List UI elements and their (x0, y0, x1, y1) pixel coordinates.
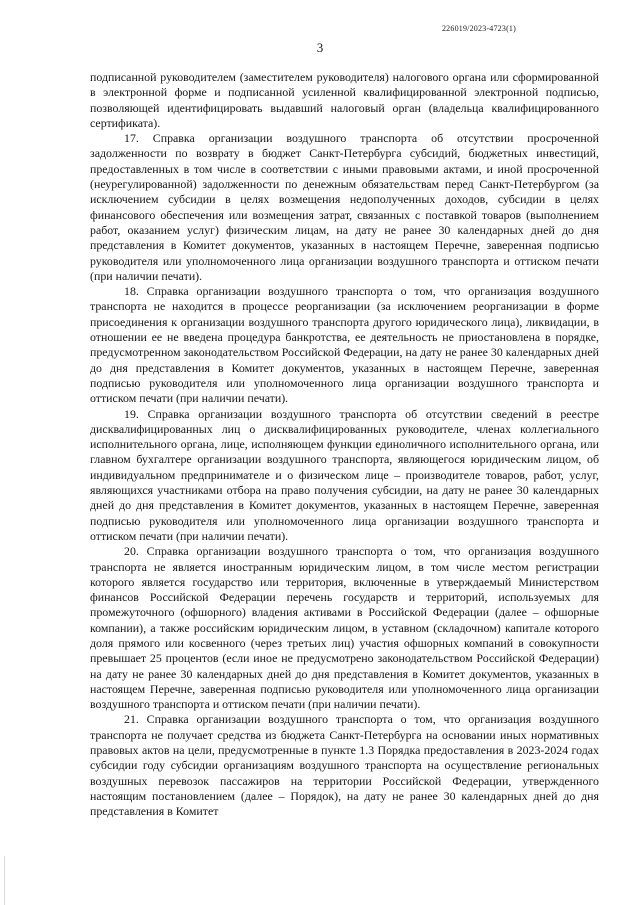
document-registration-number: 226019/2023-4723(1) (441, 24, 516, 33)
paragraph-item-20: 20. Справка организации воздушного транспорта о том, что организация воздушного транспорта не является иностранным юридическим лицом, в том числе местом регистрации которого является государство или территория, включенные в утверждаемый Министерством финансов Российской Федерации перечень государств и территорий, используемых для промежуточного (офшорного) владения активами в Российской Федерации (далее – офшорные компании), а также российским юридическим лицом, в уставном (складочном) капитале которого доля прямого или косвенного (через третьих лиц) участия офшорных компаний в совокупности превышает 25 процентов (если иное не предусмотрено законодательством Российской Федерации) на дату не ранее 30 календарных дней до дня представления в Комитет документов, указанных в настоящем Перечне, заверенная подписью руководителя или уполномоченного лица организации воздушного транспорта и оттиском печати (при наличии печати). (90, 544, 599, 712)
paragraph-item-18: 18. Справка организации воздушного транспорта о том, что организация воздушного транспорта не находится в процессе реорганизации (за исключением реорганизации в форме присоединения к организации воздушного транспорта другого юридического лица), ликвидации, в отношении ее не введена процедура банкротства, ее деятельность не приостановлена в порядке, предусмотренном законодательством Российской Федерации, на дату не ранее 30 календарных дней до дня представления в Комитет документов, указанных в настоящем Перечне, заверенная подписью руководителя или уполномоченного лица организации воздушного транспорта и оттиском печати (при наличии печати). (90, 284, 599, 406)
scan-edge-mark (4, 856, 15, 905)
document-body (90, 70, 599, 820)
paragraph-item-19: 19. Справка организации воздушного транспорта об отсутствии сведений в реестре дисквалифицированных лиц о дисквалифицированных руководителе, членах коллегиального исполнительного органа, лице, исполняющем функции единоличного исполнительного органа, или главном бухгалтере организации воздушного транспорта, являющегося юридическим лицом, об индивидуальном предпринимателе и о физическом лице – производителе товаров, работ, услуг, являющихся участниками отбора на право получения субсидии, на дату не ранее 30 календарных дней до дня представления в Комитет документов, указанных в настоящем Перечне, заверенная подписью руководителя или уполномоченного лица организации воздушного транспорта и оттиском печати (при наличии печати). (90, 406, 599, 543)
page-number: 3 (316, 40, 324, 55)
paragraph-item-21: 21. Справка организации воздушного транспорта о том, что организация воздушного транспорта не получает средства из бюджета Санкт-Петербурга на основании иных нормативных правовых актов на цели, предусмотренные в пункте 1.3 Порядка предоставления в 2023-2024 годах субсидии году субсидии организациям воздушного транспорта на осуществление региональных воздушных перевозок пассажиров на территории Российской Федерации, утвержденного настоящим постановлением (далее – Порядок), на дату не ранее 30 календарных дней до дня представления в Комитет (90, 712, 599, 819)
paragraph-item-17: 17. Справка организации воздушного транспорта об отсутствии просроченной задолженности по возврату в бюджет Санкт-Петербурга субсидий, бюджетных инвестиций, предоставленных в том числе в соответствии с иными правовыми актами, и иной просроченной (неурегулированной) задолженности по денежным обязательствам перед Санкт-Петербургом (за исключением субсидии в целях возмещения недополученных доходов, субсидии в целях финансового обеспечения или возмещения затрат, связанных с поставкой товаров (выполнением работ, оказанием услуг) физическим лицам, на дату не ранее 30 календарных дней до дня представления в Комитет документов, указанных в настоящем Перечне, заверенная подписью руководителя или уполномоченного лица организации воздушного транспорта и оттиском печати (при наличии печати). (90, 131, 599, 283)
paragraph-continuation: подписанной руководителем (заместителем руководителя) налогового органа или сформированной в электронной форме и подписанной усиленной квалифицированной электронной подписью, позволяющей идентифицировать выдавший налоговый орган (владельца квалифицированного сертификата). (90, 70, 599, 130)
